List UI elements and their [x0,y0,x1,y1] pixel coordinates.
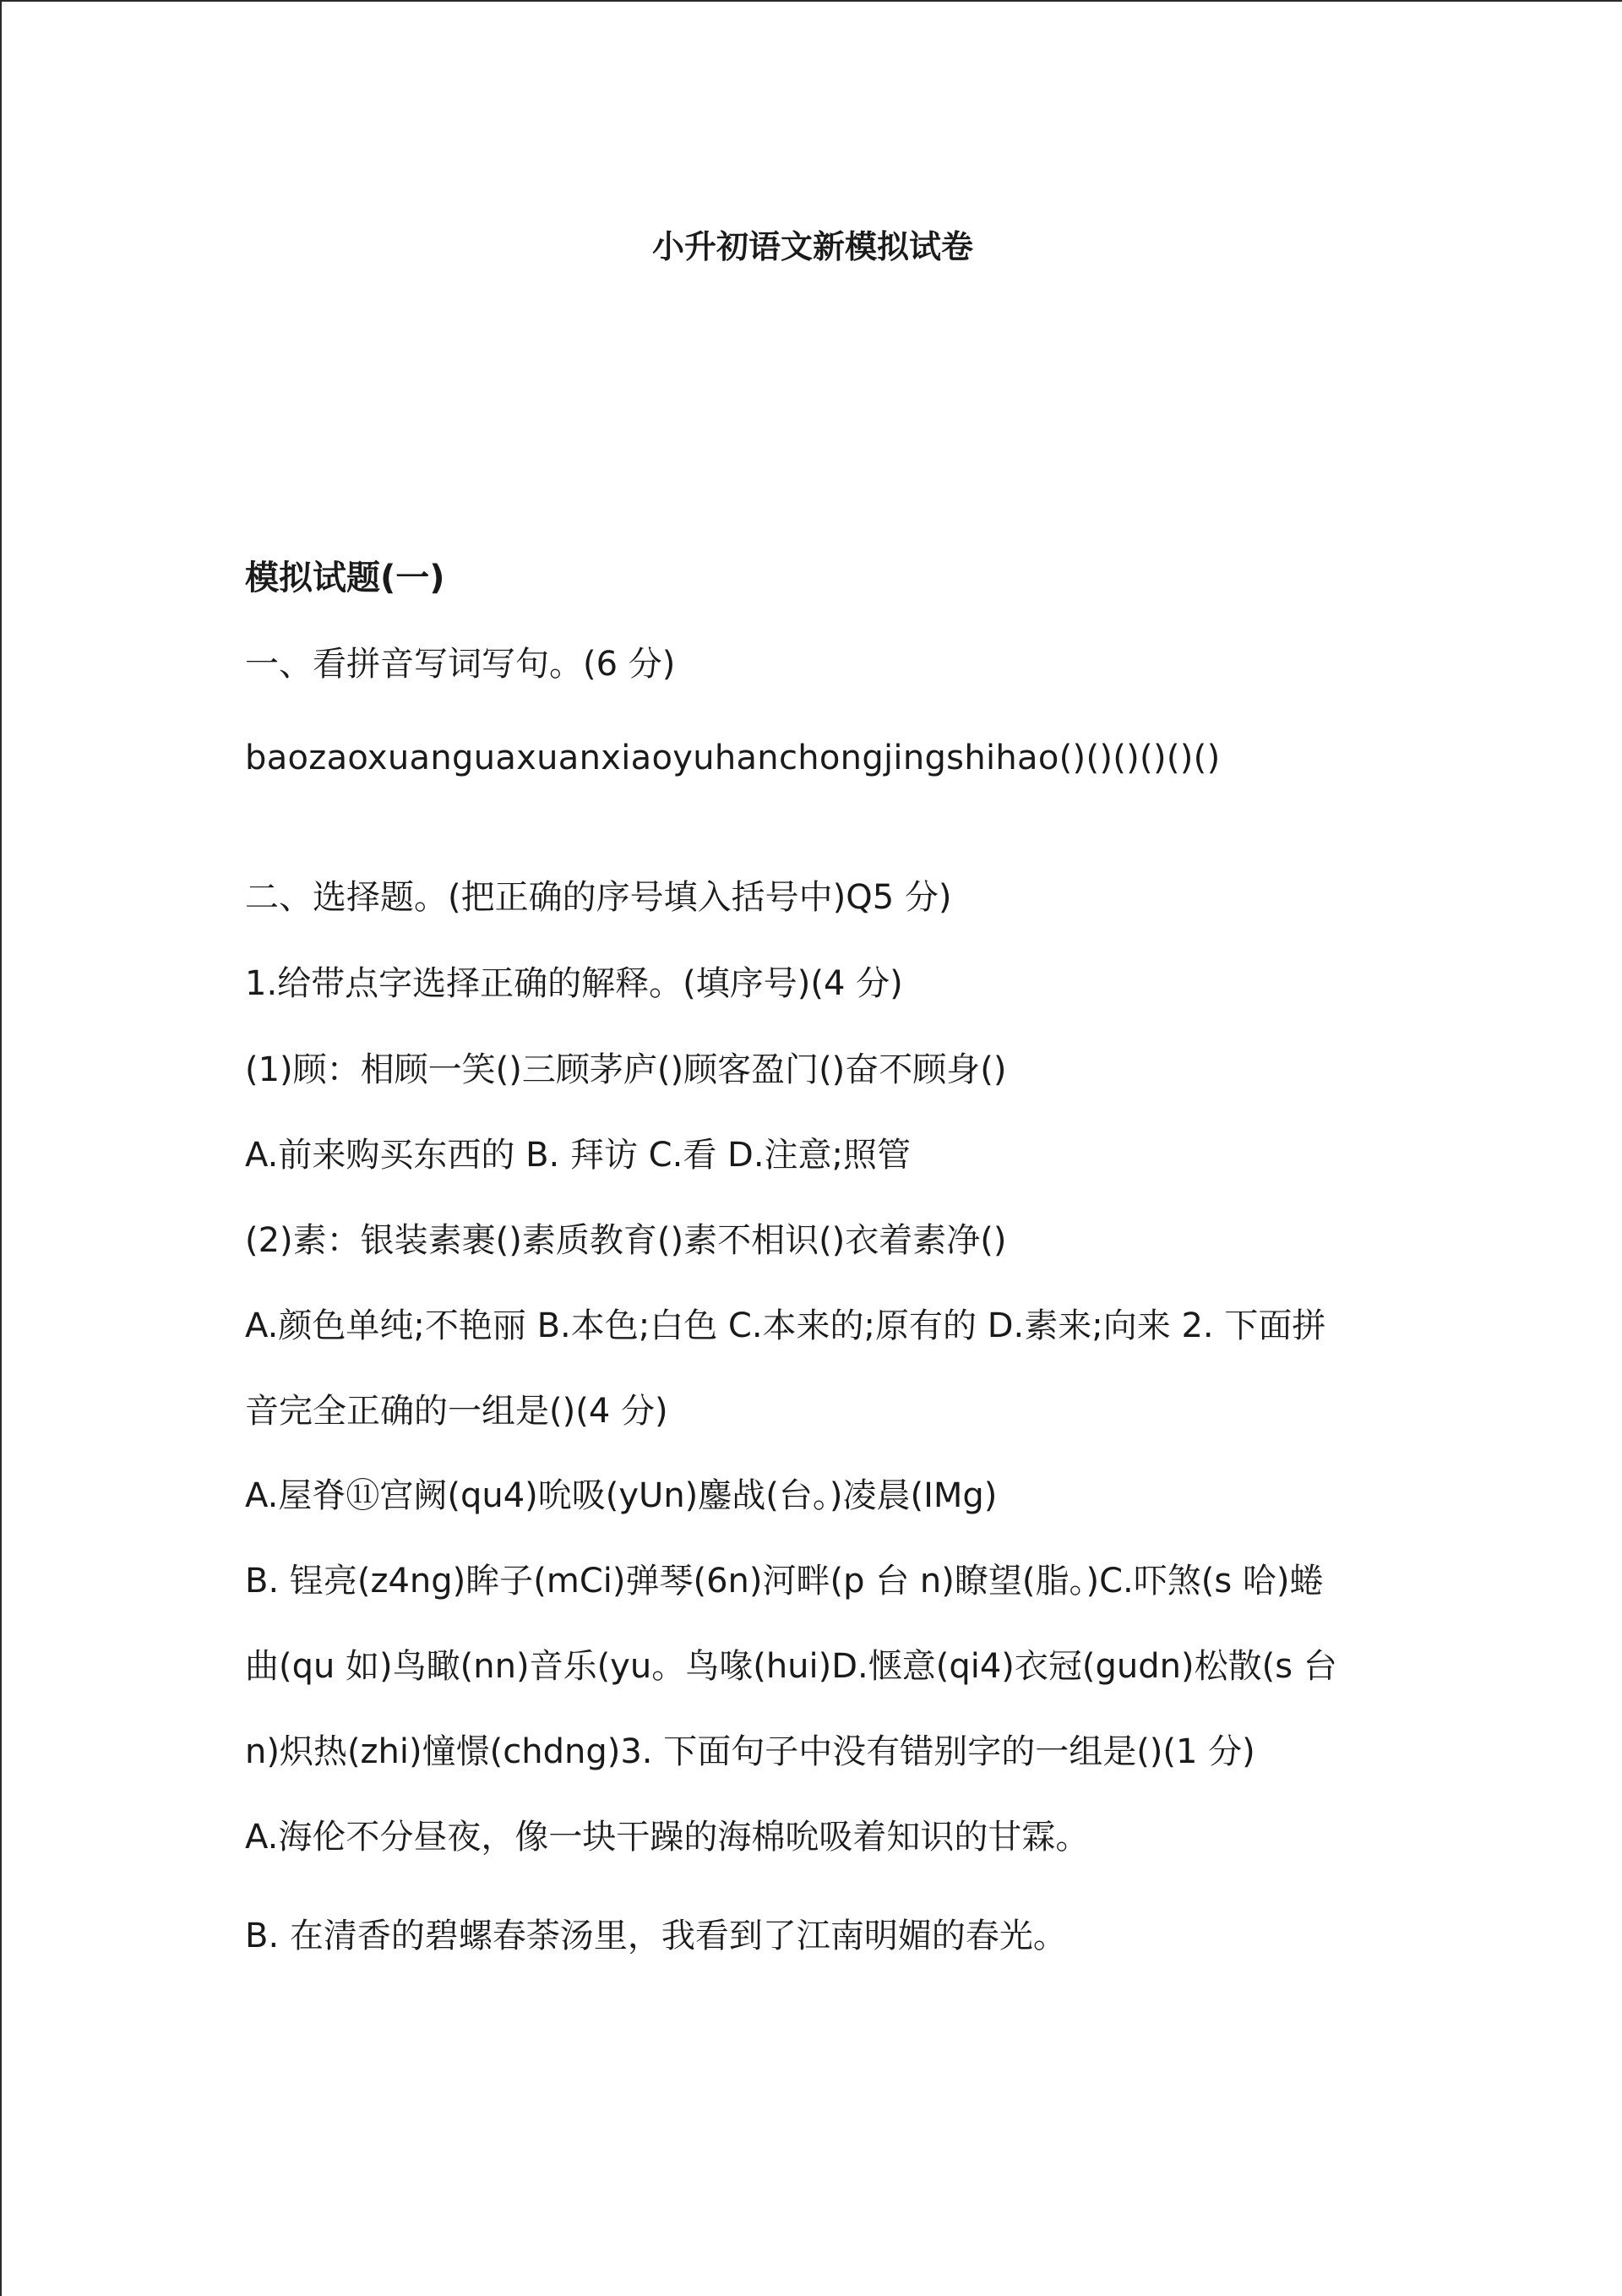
item-gu: (1)顾：相顾一笑()三顾茅庐()顾客盈门()奋不顾身() [245,1050,1007,1089]
option-c-pinyin: 曲(qu 如)鸟瞰(nn)音乐(yu。鸟喙(hui)D.惬意(qi4)衣冠(gudn)松散(s 台 [245,1647,1337,1686]
sub-question-2: 音完全正确的一组是()(4 分) [245,1392,668,1431]
question-2-heading: 二、选择题。(把正确的序号填入括号中)Q5 分) [245,878,952,917]
sentence-option-b: B. 在清香的碧螺春荼汤里，我看到了江南明媚的春光。 [245,1917,1067,1955]
question-1-heading: 一、看拼音写词写句。(6 分) [245,645,676,684]
section-heading: 模拟试题(一) [245,559,445,597]
sub-question-3: n)炽热(zhi)憧憬(chdng)3. 下面句子中没有错别字的一组是()(1 分) [245,1732,1255,1771]
sentence-option-a: A.海伦不分昼夜，像一块干躁的海棉吮吸着知识的甘霖。 [245,1818,1090,1857]
option-a-pinyin: A.屋脊⑪宫阙(qu4)吮吸(yUn)鏖战(台。)凌晨(IMg) [245,1476,998,1515]
item-su-options: A.颜色单纯;不艳丽 B.本色;白色 C.本来的;原有的 D.素来;向来 2. 下面拼 [245,1306,1326,1345]
pinyin-prompt: baozaoxuanguaxuanxiaoyuhanchongjingshihao()()()()()() [245,739,1221,777]
option-b-pinyin: B. 锃亮(z4ng)眸子(mCi)弹琴(6n)河畔(p 台 n)瞭望(脂。)C.吓煞(s 哈)蜷 [245,1562,1324,1601]
sub-question-1: 1.给带点字选择正确的解释。(填序号)(4 分) [245,964,903,1003]
document-title: 小升初语文新模拟试卷 [651,228,973,265]
item-su: (2)素：银装素裹()素质教育()素不相识()衣着素净() [245,1221,1007,1260]
item-gu-options: A.前来购买东西的 B. 拜访 C.看 D.注意;照管 [245,1136,912,1175]
